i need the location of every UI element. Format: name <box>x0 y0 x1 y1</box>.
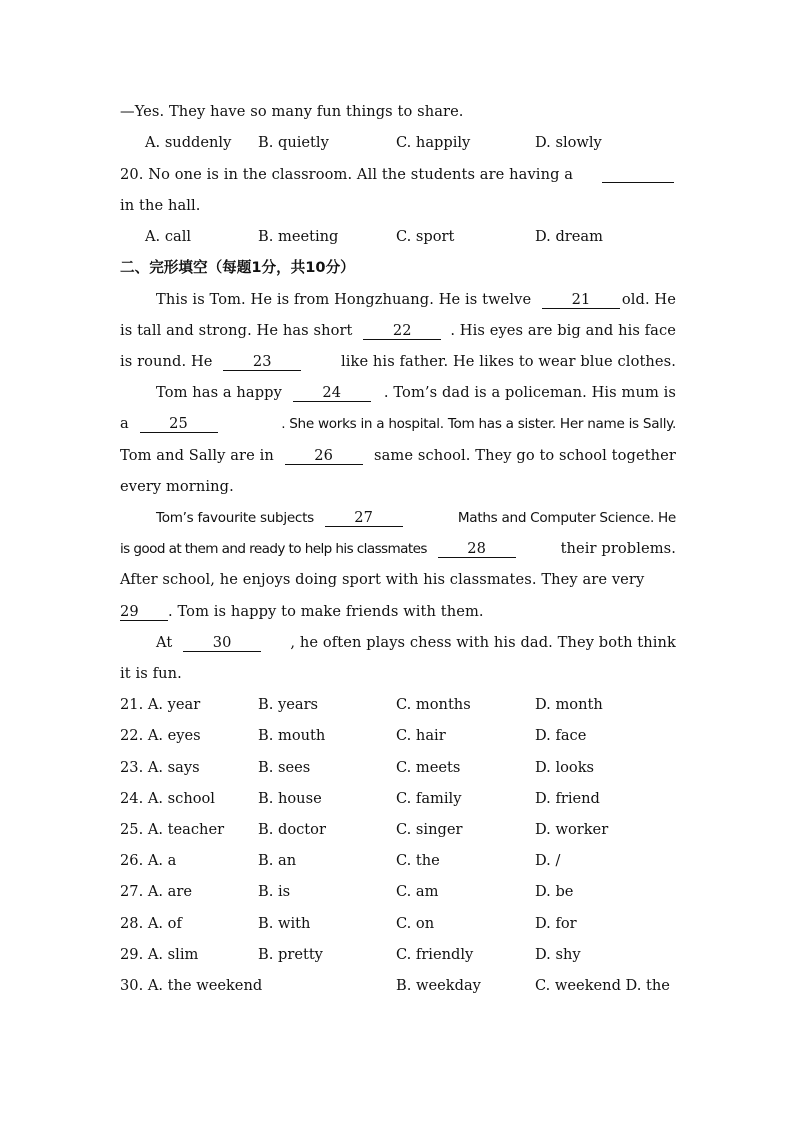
option-a: 22. A. eyes <box>120 727 201 744</box>
passage-line <box>120 446 676 466</box>
option-b: B. quietly <box>258 134 329 151</box>
option-c: C. meets <box>396 759 461 776</box>
option-b: B. is <box>258 883 291 900</box>
option-d: D. dream <box>535 228 603 245</box>
option-d: D. slowly <box>535 134 602 151</box>
passage-text: old. He <box>621 291 676 308</box>
option-b: B. weekday <box>396 977 481 994</box>
passage-line <box>156 633 676 653</box>
option-c: C. am <box>396 883 439 900</box>
option-b: B. mouth <box>258 727 326 744</box>
choice-row-25 <box>0 820 794 840</box>
option-b: B. years <box>258 696 319 713</box>
passage-text: is good at them and ready to help his classmates <box>120 541 427 557</box>
option-a: 23. A. says <box>120 759 200 776</box>
blank-23: 23 <box>223 353 301 371</box>
option-cd: C. weekend D. the <box>535 977 670 994</box>
option-b: B. with <box>258 915 311 932</box>
option-d: D. shy <box>535 946 581 963</box>
option-d: D. month <box>535 696 603 713</box>
option-d: D. worker <box>535 821 609 838</box>
passage-text: . His eyes are big and his face <box>450 322 676 339</box>
passage-line: it is fun. <box>120 665 182 682</box>
option-c: C. sport <box>396 228 455 245</box>
choice-row-23 <box>0 758 794 778</box>
passage-text: At <box>156 634 173 651</box>
passage-text: This is Tom. He is from Hongzhuang. He is twelve <box>156 291 532 308</box>
passage-line <box>120 539 676 559</box>
q20-stem-cont: in the hall. <box>120 197 201 214</box>
choice-row-27 <box>0 882 794 902</box>
blank-22: 22 <box>363 322 441 340</box>
blank-30: 30 <box>183 634 261 652</box>
option-d: D. looks <box>535 759 595 776</box>
choice-row-28 <box>0 914 794 934</box>
passage-text: . Tom is happy to make friends with them. <box>168 603 484 620</box>
option-b: B. meeting <box>258 228 339 245</box>
option-a: 30. A. the weekend <box>120 977 263 994</box>
blank-24: 24 <box>293 384 371 402</box>
blank-25: 25 <box>140 415 218 433</box>
choice-row-21 <box>0 695 794 715</box>
passage-text: Tom’s favourite subjects <box>156 510 314 526</box>
option-c: C. on <box>396 915 435 932</box>
option-a: 24. A. school <box>120 790 215 807</box>
choice-row-29 <box>0 945 794 965</box>
option-d: D. be <box>535 883 574 900</box>
option-c: C. friendly <box>396 946 474 963</box>
option-c: C. hair <box>396 727 446 744</box>
passage-text: same school. They go to school together <box>374 447 676 464</box>
passage-text: Maths and Computer Science. He <box>457 510 676 526</box>
section-title: 二、完形填空（每题1分，共10分） <box>120 259 355 276</box>
passage-text: Tom has a happy <box>156 384 282 401</box>
option-d: D. / <box>535 852 561 869</box>
q19-dialog: —Yes. They have so many fun things to share. <box>120 103 464 120</box>
option-c: C. the <box>396 852 440 869</box>
q20-blank <box>602 165 674 183</box>
option-a: A. suddenly <box>145 134 232 151</box>
option-a: 27. A. are <box>120 883 192 900</box>
option-d: D. for <box>535 915 577 932</box>
option-a: 29. A. slim <box>120 946 199 963</box>
passage-line <box>120 602 676 622</box>
q20-text: 20. No one is in the classroom. All the students are having a <box>120 166 574 183</box>
passage-line: every morning. <box>120 478 234 495</box>
passage-line <box>156 290 676 310</box>
passage-line <box>156 383 676 403</box>
blank-21: 21 <box>542 291 620 309</box>
passage-text: , he often plays chess with his dad. They both think <box>290 634 676 651</box>
passage-text: is round. He <box>120 353 213 370</box>
option-a: 28. A. of <box>120 915 182 932</box>
passage-text: . Tom’s dad is a policeman. His mum is <box>383 384 676 401</box>
q20-stem <box>120 165 676 185</box>
option-b: B. doctor <box>258 821 326 838</box>
option-a: 21. A. year <box>120 696 201 713</box>
choice-row-24 <box>0 789 794 809</box>
passage-text: a <box>120 415 129 432</box>
blank-28: 28 <box>438 540 516 558</box>
option-b: B. pretty <box>258 946 323 963</box>
option-b: B. an <box>258 852 297 869</box>
passage-text: like his father. He likes to wear blue clothes. <box>340 353 676 370</box>
passage-line <box>156 508 676 528</box>
passage-line <box>120 352 676 372</box>
blank-27: 27 <box>325 509 403 527</box>
passage-text: is tall and strong. He has short <box>120 322 353 339</box>
passage-text: Tom and Sally are in <box>120 447 274 464</box>
option-c: C. singer <box>396 821 463 838</box>
passage-line <box>120 414 676 434</box>
option-a: 25. A. teacher <box>120 821 225 838</box>
q20-options <box>0 227 794 247</box>
passage-text: their problems. <box>560 540 676 557</box>
option-c: C. happily <box>396 134 471 151</box>
option-c: C. months <box>396 696 471 713</box>
option-b: B. house <box>258 790 322 807</box>
choice-row-30 <box>0 976 794 996</box>
option-a: A. call <box>145 228 192 245</box>
choice-row-26 <box>0 851 794 871</box>
q19-options <box>0 133 794 153</box>
choice-row-22 <box>0 726 794 746</box>
option-d: D. friend <box>535 790 600 807</box>
passage-line: After school, he enjoys doing sport with his classmates. They are very <box>120 571 645 588</box>
option-c: C. family <box>396 790 462 807</box>
option-a: 26. A. a <box>120 852 177 869</box>
blank-29: 29 <box>120 603 168 621</box>
blank-26: 26 <box>285 447 363 465</box>
option-d: D. face <box>535 727 587 744</box>
passage-line <box>120 321 676 341</box>
passage-text: . She works in a hospital. Tom has a sister. Her name is Sally. <box>281 416 676 432</box>
option-b: B. sees <box>258 759 311 776</box>
